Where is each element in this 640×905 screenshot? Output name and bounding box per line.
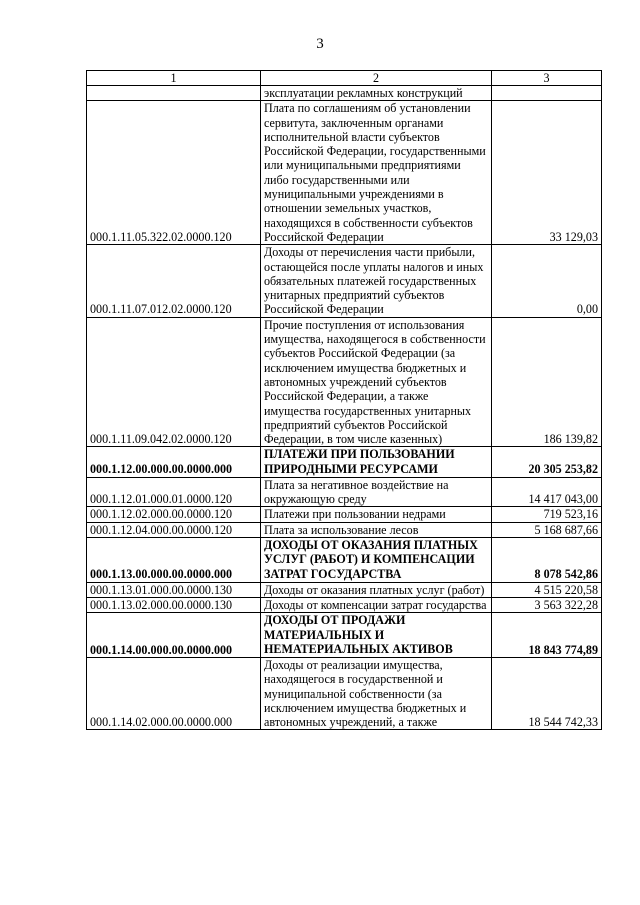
amount-cell: 5 168 687,66 bbox=[492, 522, 602, 537]
budget-code-cell: 000.1.14.02.000.00.0000.000 bbox=[87, 657, 261, 729]
income-name-cell: эксплуатации рекламных конструкций bbox=[261, 86, 492, 101]
amount-cell: 33 129,03 bbox=[492, 101, 602, 245]
budget-code-cell: 000.1.11.07.012.02.0000.120 bbox=[87, 245, 261, 317]
amount-cell: 4 515 220,58 bbox=[492, 582, 602, 597]
amount-cell: 0,00 bbox=[492, 245, 602, 317]
income-name-cell: Платежи при пользовании недрами bbox=[261, 507, 492, 522]
income-name-cell: ПЛАТЕЖИ ПРИ ПОЛЬЗОВАНИИ ПРИРОДНЫМИ РЕСУРСАМИ bbox=[261, 447, 492, 477]
table-row bbox=[87, 245, 602, 317]
income-name-cell: Плата по соглашениям об установлении сервитута, заключенным органами исполнительной власти субъектов Российской Федерации, государственными или муниципальными предприятиями либо государственными или муниципальными учреждениями в отношении земельных участков, находящихся в собственности субъектов Российской Федерации bbox=[261, 101, 492, 245]
income-name-cell: ДОХОДЫ ОТ ПРОДАЖИ МАТЕРИАЛЬНЫХ И НЕМАТЕРИАЛЬНЫХ АКТИВОВ bbox=[261, 613, 492, 658]
income-name-cell: Доходы от реализации имущества, находящегося в государственной и муниципальной собственности (за исключением имущества бюджетных и автономных учреждений, а также bbox=[261, 657, 492, 729]
column-number-3: 3 bbox=[492, 71, 602, 86]
income-name-cell: Доходы от перечисления части прибыли, остающейся после уплаты налогов и иных обязательных платежей государственных унитарных предприятий субъектов Российской Федерации bbox=[261, 245, 492, 317]
income-name-cell: Плата за негативное воздействие на окружающую среду bbox=[261, 477, 492, 507]
budget-code-cell: 000.1.12.01.000.01.0000.120 bbox=[87, 477, 261, 507]
revenue-table bbox=[86, 70, 602, 730]
budget-code-cell: 000.1.13.01.000.00.0000.130 bbox=[87, 582, 261, 597]
amount-cell bbox=[492, 86, 602, 101]
table-row-section bbox=[87, 447, 602, 477]
amount-cell: 186 139,82 bbox=[492, 317, 602, 447]
budget-code-cell: 000.1.11.05.322.02.0000.120 bbox=[87, 101, 261, 245]
budget-code-cell: 000.1.13.02.000.00.0000.130 bbox=[87, 597, 261, 612]
amount-cell: 14 417 043,00 bbox=[492, 477, 602, 507]
budget-code-cell: 000.1.12.02.000.00.0000.120 bbox=[87, 507, 261, 522]
income-name-cell: ДОХОДЫ ОТ ОКАЗАНИЯ ПЛАТНЫХ УСЛУГ (РАБОТ) И КОМПЕНСАЦИИ ЗАТРАТ ГОСУДАРСТВА bbox=[261, 537, 492, 582]
column-number-row bbox=[87, 71, 602, 86]
page-number: 3 bbox=[316, 36, 324, 52]
amount-cell: 3 563 322,28 bbox=[492, 597, 602, 612]
budget-code-cell: 000.1.14.00.000.00.0000.000 bbox=[87, 613, 261, 658]
income-name-cell: Доходы от компенсации затрат государства bbox=[261, 597, 492, 612]
income-name-cell: Доходы от оказания платных услуг (работ) bbox=[261, 582, 492, 597]
table-row bbox=[87, 86, 602, 101]
table-row bbox=[87, 597, 602, 612]
table-row bbox=[87, 522, 602, 537]
budget-code-cell: 000.1.12.04.000.00.0000.120 bbox=[87, 522, 261, 537]
table-row bbox=[87, 101, 602, 245]
table-row bbox=[87, 657, 602, 729]
budget-code-cell: 000.1.12.00.000.00.0000.000 bbox=[87, 447, 261, 477]
income-name-cell: Прочие поступления от использования имущества, находящегося в собственности субъектов Российской Федерации (за исключением имущества бюджетных и автономных учреждений субъектов Российской Федерации, а также имущества государственных унитарных предприятий субъектов Российской Федерации, в том числе казенных) bbox=[261, 317, 492, 447]
budget-code-cell bbox=[87, 86, 261, 101]
column-number-2: 2 bbox=[261, 71, 492, 86]
table-row bbox=[87, 507, 602, 522]
amount-cell: 8 078 542,86 bbox=[492, 537, 602, 582]
budget-code-cell: 000.1.11.09.042.02.0000.120 bbox=[87, 317, 261, 447]
table-body bbox=[87, 71, 602, 730]
table-row bbox=[87, 317, 602, 447]
income-name-cell: Плата за использование лесов bbox=[261, 522, 492, 537]
budget-code-cell: 000.1.13.00.000.00.0000.000 bbox=[87, 537, 261, 582]
table-row-section bbox=[87, 613, 602, 658]
table-row bbox=[87, 582, 602, 597]
amount-cell: 20 305 253,82 bbox=[492, 447, 602, 477]
table-row-section bbox=[87, 537, 602, 582]
amount-cell: 719 523,16 bbox=[492, 507, 602, 522]
table-row bbox=[87, 477, 602, 507]
amount-cell: 18 544 742,33 bbox=[492, 657, 602, 729]
amount-cell: 18 843 774,89 bbox=[492, 613, 602, 658]
column-number-1: 1 bbox=[87, 71, 261, 86]
